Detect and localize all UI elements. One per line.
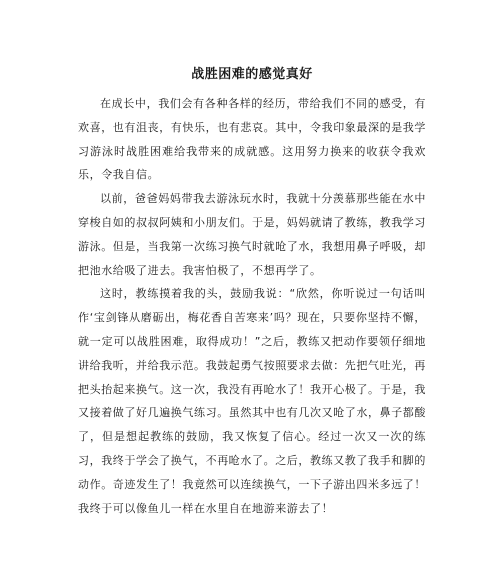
document-title: 战胜困难的感觉真好 bbox=[191, 67, 313, 82]
paragraph-3: 这时，教练摸着我的头，鼓励我说：“欣然，你听说过一句话叫作‘宝剑锋从磨砺出，梅花香自苦寒来’吗？现在，只要你坚持不懈，就一定可以战胜困难，取得成功！”之后，教练又把动作要领仔细地讲给我听，并给我示范。我鼓起勇气按照要求去做：先把气吐光，再把头抬起来换气。这一次，我没有再呛水了！我开心极了。于是，我又接着做了好几遍换气练习。虽然其中也有几次又呛了水，鼻子都酸了，但是想起教练的鼓励，我又恢复了信心。经过一次又一次的练习，我终于学会了换气，不再呛水了。之后，教练又教了我手和脚的动作。奇迹发生了！我竟然可以连续换气，一下子游出四米多远了！我终于可以像鱼儿一样在水里自在地游来游去了！ bbox=[78, 287, 426, 515]
paragraph-1: 在成长中，我们会有各种各样的经历，带给我们不同的感受，有欢喜，也有沮丧，有快乐，也有悲哀。其中，令我印象最深的是我学习游泳时战胜困难给我带来的成就感。这用努力换来的收获令我欢乐，令我自信。 bbox=[78, 97, 426, 182]
paragraph-2: 以前，爸爸妈妈带我去游泳玩水时，我就十分羡慕那些能在水中穿梭自如的叔叔阿姨和小朋友们。于是，妈妈就请了教练，教我学习游泳。但是，当我第一次练习换气时就呛了水，我想用鼻子呼吸，却把池水给吸了进去。我害怕极了，不想再学了。 bbox=[78, 192, 426, 277]
